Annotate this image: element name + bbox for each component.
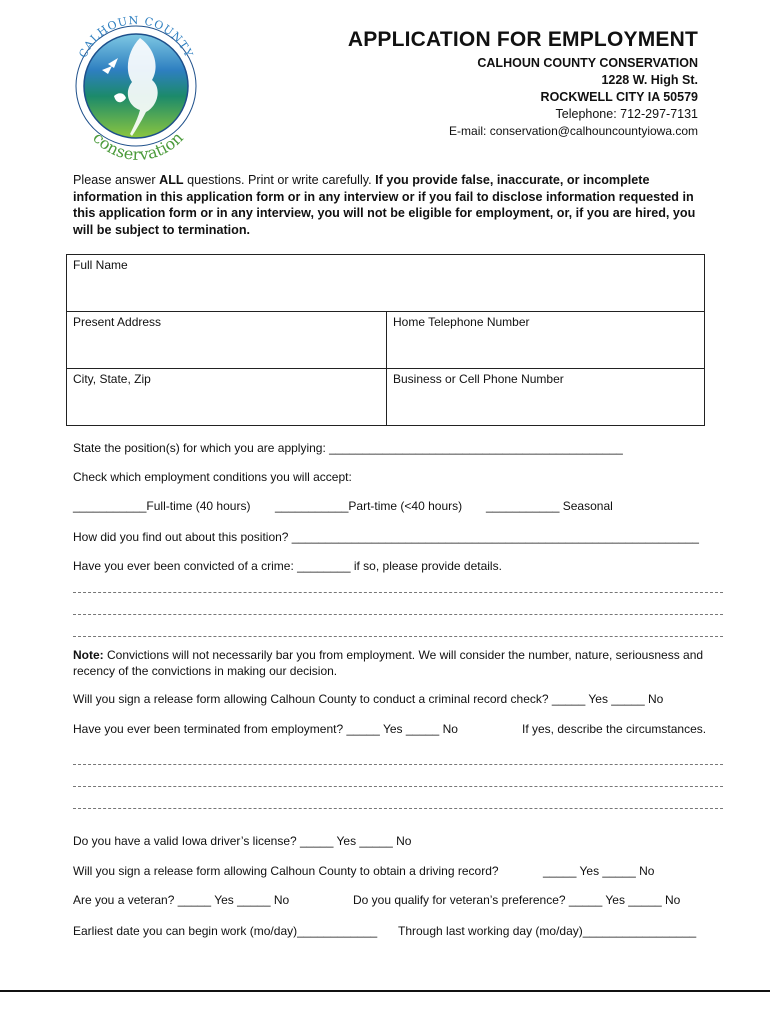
- org-city: ROCKWELL CITY IA 50579: [540, 90, 698, 104]
- terminated-describe: If yes, describe the circumstances.: [522, 722, 707, 736]
- criminal-release-question[interactable]: Will you sign a release form allowing Calhoun County to conduct a criminal record check? _____ Yes _____ No: [73, 692, 664, 706]
- org-name: CALHOUN COUNTY CONSERVATION: [477, 56, 698, 70]
- fulltime-option[interactable]: ___________Full-time (40 hours): [73, 499, 251, 513]
- parttime-option[interactable]: ___________Part-time (<40 hours): [275, 499, 463, 513]
- details-line[interactable]: [73, 614, 723, 615]
- find-out-question[interactable]: How did you find out about this position? _____________________________________________________________: [73, 530, 699, 544]
- logo-text-top: CALHOUN COUNTY: [76, 13, 196, 60]
- driving-release-question: Will you sign a release form allowing Calhoun County to obtain a driving record?: [73, 864, 499, 878]
- circumstances-line[interactable]: [73, 764, 723, 765]
- details-line[interactable]: [73, 592, 723, 593]
- details-line[interactable]: [73, 636, 723, 637]
- seasonal-option[interactable]: ___________ Seasonal: [486, 499, 613, 513]
- business-phone-field[interactable]: Business or Cell Phone Number: [387, 369, 705, 426]
- page-divider: [0, 990, 770, 992]
- driving-release-answer[interactable]: _____ Yes _____ No: [543, 864, 655, 878]
- circumstances-line[interactable]: [73, 786, 723, 787]
- circumstances-line[interactable]: [73, 808, 723, 809]
- org-email: E-mail: conservation@calhouncountyiowa.com: [449, 124, 698, 138]
- logo-text-bottom: conservation: [89, 128, 187, 164]
- position-question[interactable]: State the position(s) for which you are applying: ____________________________________________: [73, 441, 623, 455]
- present-address-field[interactable]: Present Address: [67, 312, 387, 369]
- conditions-question: Check which employment conditions you will accept:: [73, 470, 352, 484]
- applicant-info-table: [66, 254, 705, 426]
- org-phone: Telephone: 712-297-7131: [555, 107, 698, 121]
- instructions: Please answer ALL questions. Print or write carefully. If you provide false, inaccurate, or incomplete information in this application form or in any interview or if you fail to disclose information requested in this application form or in any interview, you will not be eligible for employment, or, if you are hired, you will be subject to termination.: [73, 173, 696, 237]
- veteran-preference-question[interactable]: Do you qualify for veteran’s preference? _____ Yes _____ No: [353, 893, 681, 907]
- org-street: 1228 W. High St.: [601, 73, 698, 87]
- license-question[interactable]: Do you have a valid Iowa driver’s license? _____ Yes _____ No: [73, 834, 412, 848]
- form-title: APPLICATION FOR EMPLOYMENT: [347, 28, 698, 51]
- city-state-zip-field[interactable]: City, State, Zip: [67, 369, 387, 426]
- earliest-date-question[interactable]: Earliest date you can begin work (mo/day)____________: [73, 924, 378, 938]
- calhoun-county-conservation-logo: [62, 8, 210, 168]
- veteran-question[interactable]: Are you a veteran? _____ Yes _____ No: [73, 893, 290, 907]
- crime-question[interactable]: Have you ever been convicted of a crime: ________ if so, please provide details.: [73, 559, 502, 573]
- terminated-question[interactable]: Have you ever been terminated from employment? _____ Yes _____ No: [73, 722, 458, 736]
- last-working-day-question[interactable]: Through last working day (mo/day)_________________: [398, 924, 697, 938]
- full-name-field[interactable]: Full Name: [67, 255, 705, 312]
- home-phone-field[interactable]: Home Telephone Number: [387, 312, 705, 369]
- convictions-note: Note: Convictions will not necessarily bar you from employment. We will consider the number, nature, seriousness and recency of the convictions in making our decision.: [73, 648, 704, 678]
